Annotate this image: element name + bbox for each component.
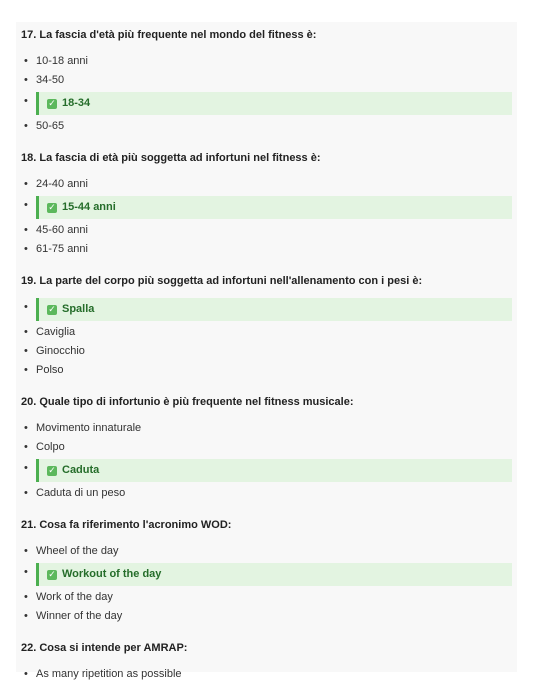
answer-option [16, 419, 517, 438]
answer-list [16, 175, 517, 259]
answer-text: 61-75 anni [36, 243, 88, 255]
answer-text: Winner of the day [36, 610, 123, 622]
spacer [16, 626, 517, 635]
correct-answer-highlight [36, 92, 512, 115]
spacer [16, 136, 517, 145]
answer-text: Work of the day [36, 591, 113, 603]
question-title: 19. La parte del corpo più soggetta ad infortuni nell'allenamento con i pesi è: [21, 275, 423, 287]
answer-text: 34-50 [36, 74, 65, 86]
answer-list [16, 542, 517, 626]
question-title: 18. La fascia di età più soggetta ad infortuni nel fitness è: [21, 152, 321, 164]
answer-option [16, 117, 517, 136]
answer-text: Caviglia [36, 326, 76, 338]
correct-answer [16, 298, 517, 321]
check-box-icon: • ✓ [48, 202, 56, 213]
spacer [16, 503, 517, 512]
answer-option [16, 542, 517, 561]
question-title: 17. La fascia d'età più frequente nel mondo del fitness è: [21, 29, 317, 41]
answer-list [16, 665, 517, 684]
answer-option [16, 438, 517, 457]
answer-text: 10-18 anni [36, 55, 88, 67]
answer-text: 45-60 anni [36, 224, 88, 236]
question-21 [16, 512, 517, 635]
answer-text: Ginocchio [36, 345, 85, 357]
spacer [16, 259, 517, 268]
correct-answer [16, 92, 517, 115]
correct-answer [16, 459, 517, 482]
answer-option [16, 588, 517, 607]
answer-option [16, 607, 517, 626]
question-title: 20. Quale tipo di infortunio è più frequente nel fitness musicale: [21, 396, 354, 408]
check-box-icon: • ✓ [48, 569, 56, 580]
spacer [16, 380, 517, 389]
answer-option [16, 484, 517, 503]
correct-answer [16, 196, 517, 219]
question-17 [16, 22, 517, 145]
answer-list [16, 419, 517, 503]
answer-text: Colpo [36, 441, 65, 453]
check-box-icon: • ✓ [48, 465, 56, 476]
answer-text: 50-65 [36, 120, 65, 132]
answer-text: 18-34 [62, 97, 91, 109]
answer-list [16, 298, 517, 380]
answer-text: Caduta [62, 464, 100, 476]
answer-text: Wheel of the day [36, 545, 119, 557]
question-19 [16, 268, 517, 389]
answer-text: Caduta di un peso [36, 487, 126, 499]
question-20 [16, 389, 517, 512]
answer-option [16, 342, 517, 361]
question-title: 21. Cosa fa riferimento l'acronimo WOD: [21, 519, 232, 531]
check-box-icon: • ✓ [48, 98, 56, 109]
answer-option [16, 221, 517, 240]
correct-answer-highlight [36, 196, 512, 219]
question-22 [16, 635, 517, 684]
question-title: 22. Cosa si intende per AMRAP: [21, 642, 188, 654]
quiz-sheet [16, 22, 517, 680]
answer-option [16, 71, 517, 90]
answer-text: Workout of the day [62, 568, 162, 580]
answer-option [16, 361, 517, 380]
question-18 [16, 145, 517, 268]
answer-list [16, 52, 517, 136]
answer-option [16, 665, 517, 684]
answer-text: 24-40 anni [36, 178, 88, 190]
correct-answer-highlight [36, 298, 512, 321]
answer-option [16, 52, 517, 71]
correct-answer [16, 563, 517, 586]
check-box-icon: • ✓ [48, 304, 56, 315]
correct-answer-highlight [36, 459, 512, 482]
answer-option [16, 175, 517, 194]
answer-option [16, 240, 517, 259]
correct-answer-highlight [36, 563, 512, 586]
answer-text: Movimento innaturale [36, 422, 142, 434]
answer-text: 15-44 anni [62, 201, 116, 213]
answer-option [16, 323, 517, 342]
answer-text: Spalla [62, 303, 95, 315]
answer-text: As many ripetition as possible [36, 668, 182, 680]
answer-text: Polso [36, 364, 64, 376]
